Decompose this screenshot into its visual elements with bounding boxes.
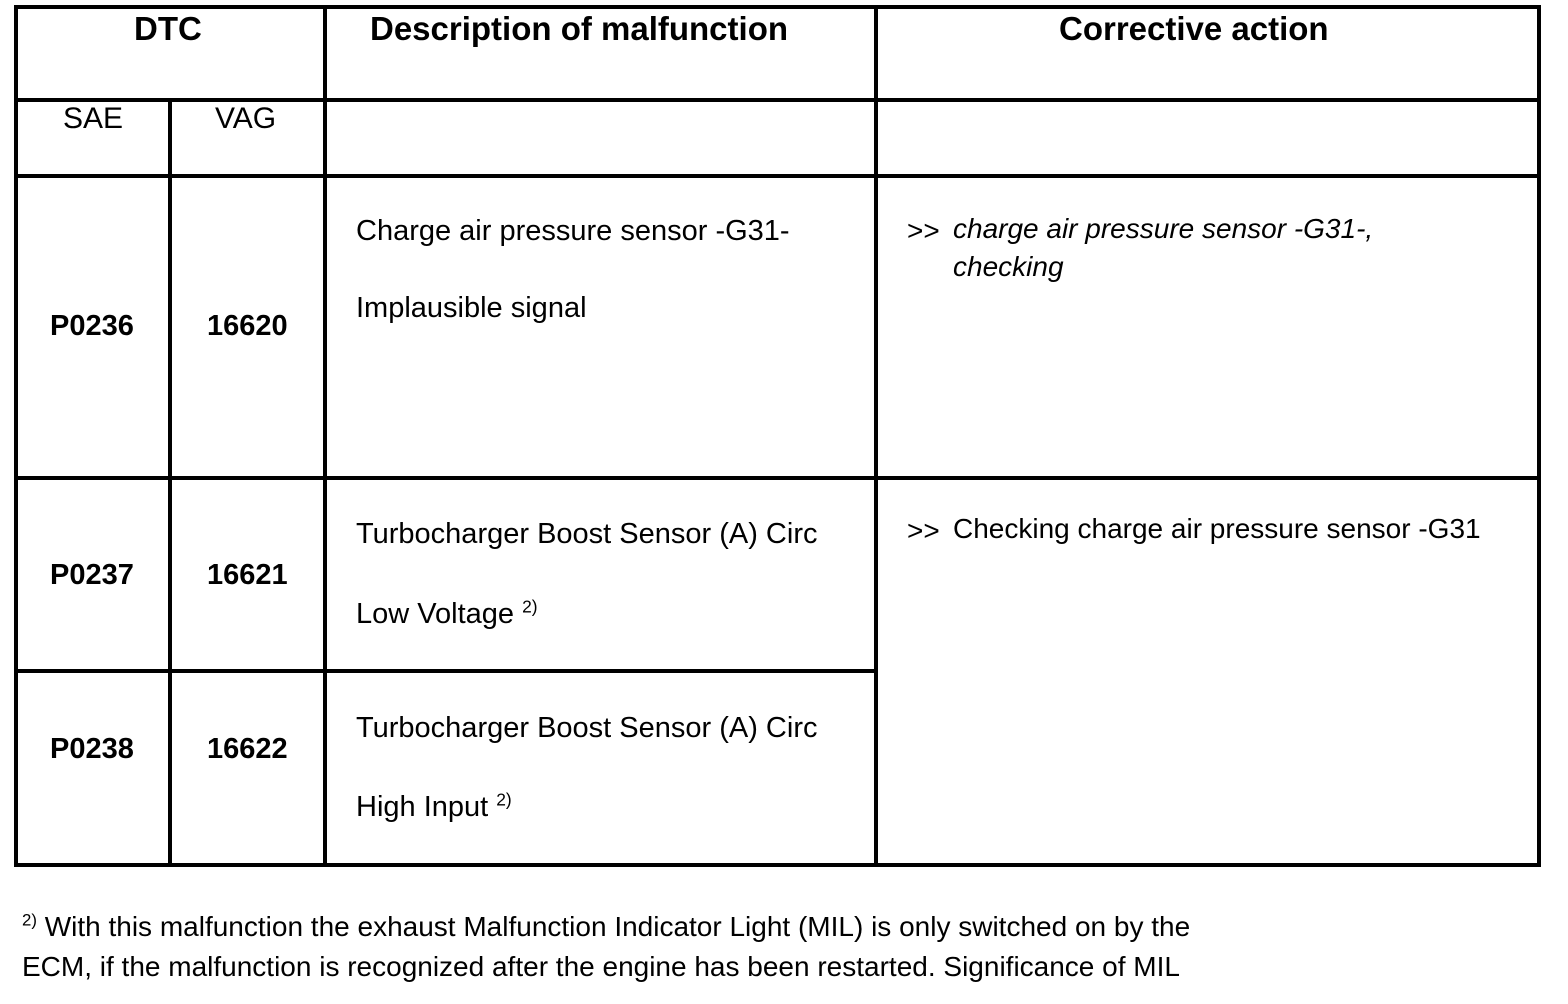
row-sae-code: P0237 [50,559,134,591]
table-border-top [14,5,1541,9]
footnote-text-line1: With this malfunction the exhaust Malfunction Indicator Light (MIL) is only switched on by the [44,911,1191,942]
row-vag-code: 16621 [207,559,288,591]
row-vag-code: 16620 [207,310,288,342]
table-border-bottom [14,863,1541,867]
row-sae-code: P0236 [50,310,134,342]
footnote-ref: 2) [496,789,512,810]
row-description-line2: Implausible signal [356,292,587,324]
row-description-line2 [356,789,512,823]
row2-divider [14,669,877,673]
sae-vag-divider [168,98,172,867]
row-action-prefix: >> [907,515,940,546]
row-description-line1: Turbocharger Boost Sensor (A) Circ [356,712,818,744]
subheader-divider [14,174,1541,178]
dtc-desc-divider [323,5,327,867]
row-description-text: Low Voltage [356,598,515,630]
subheader-vag: VAG [215,102,277,135]
row-action-link-line2[interactable]: checking [953,251,1064,282]
row-description-line1: Charge air pressure sensor -G31- [356,215,790,247]
footnote-marker: 2) [22,910,37,930]
footnote-line2: ECM, if the malfunction is recognized after the engine has been restarted. Significance of MIL [22,951,1180,982]
table-border-left [14,5,18,867]
row-action-link-line1[interactable]: Checking charge air pressure sensor -G31 [953,513,1481,544]
footnote-line1 [22,910,1191,942]
row-description-text: High Input [356,791,489,823]
header-description: Description of malfunction [370,10,789,47]
header-corrective-action: Corrective action [1059,10,1329,47]
row-description-line1: Turbocharger Boost Sensor (A) Circ [356,518,818,550]
row-description-line2 [356,596,538,630]
row-action-prefix: >> [907,215,940,246]
row-sae-code: P0238 [50,733,134,765]
row-action-link-line1[interactable]: charge air pressure sensor -G31-, [953,213,1374,244]
footnote-ref: 2) [522,596,538,617]
header-dtc: DTC [134,10,202,47]
row1-divider [14,476,1541,480]
row-vag-code: 16622 [207,733,288,765]
table-border-right [1537,5,1541,867]
subheader-sae: SAE [63,102,124,135]
desc-action-divider [874,5,878,867]
